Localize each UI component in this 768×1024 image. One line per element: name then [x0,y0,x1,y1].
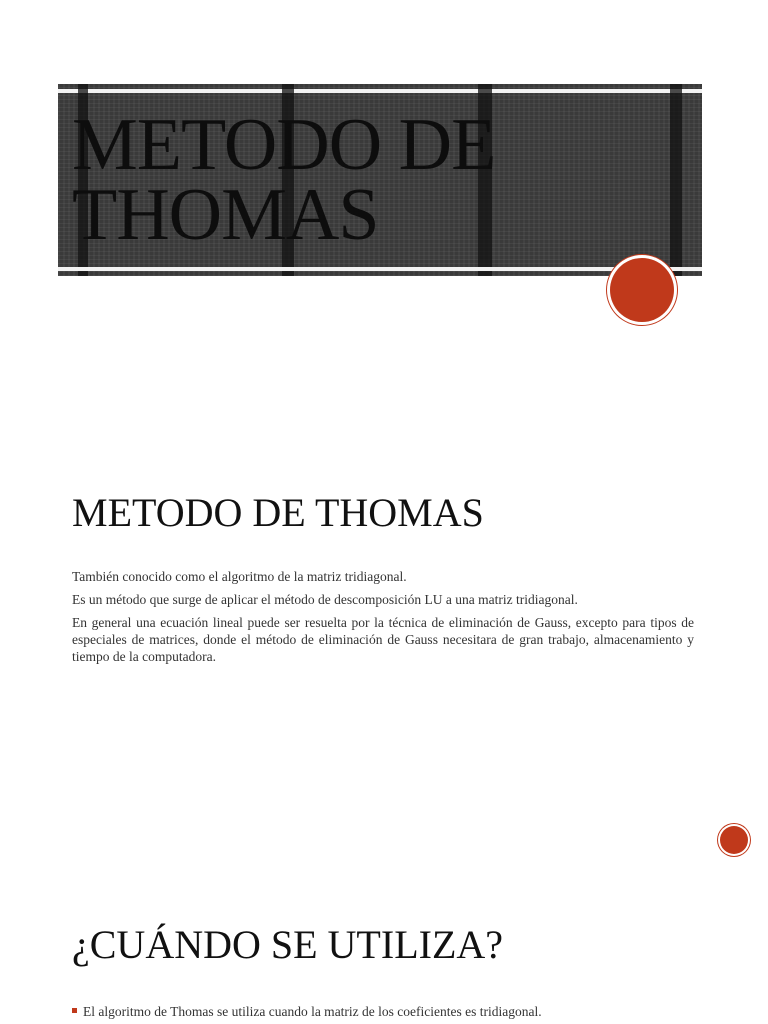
accent-circle-small [720,826,748,854]
banner-top-rule [58,89,702,93]
bullet-square-icon [72,1008,77,1013]
bullet-text: El algoritmo de Thomas se utiliza cuando la matriz de los coeficientes es tridiagonal. [83,1004,542,1019]
slide3-heading: ¿CUÁNDO SE UTILIZA? [72,922,504,967]
paragraph: En general una ecuación lineal puede ser resuelta por la técnica de eliminación de Gauss, excepto para tipos de especiales de matrices, donde el método de eliminación de Gauss necesitara de gran trabajo, almacenamiento y tiempo de la computadora. [72,615,694,664]
paragraph: Es un método que surge de aplicar el método de descomposición LU a una matriz tridiagonal. [72,592,578,607]
accent-circle [610,258,674,322]
bullet-item [72,1003,712,1020]
banner-stripe [670,84,682,276]
slide1-title: METODO DE THOMAS [72,104,496,256]
paragraph: También conocido como el algoritmo de la matriz tridiagonal. [72,569,407,584]
slide2-body [72,568,694,671]
banner-bottom-rule [58,267,702,271]
slide2-heading: METODO DE THOMAS [72,490,484,535]
